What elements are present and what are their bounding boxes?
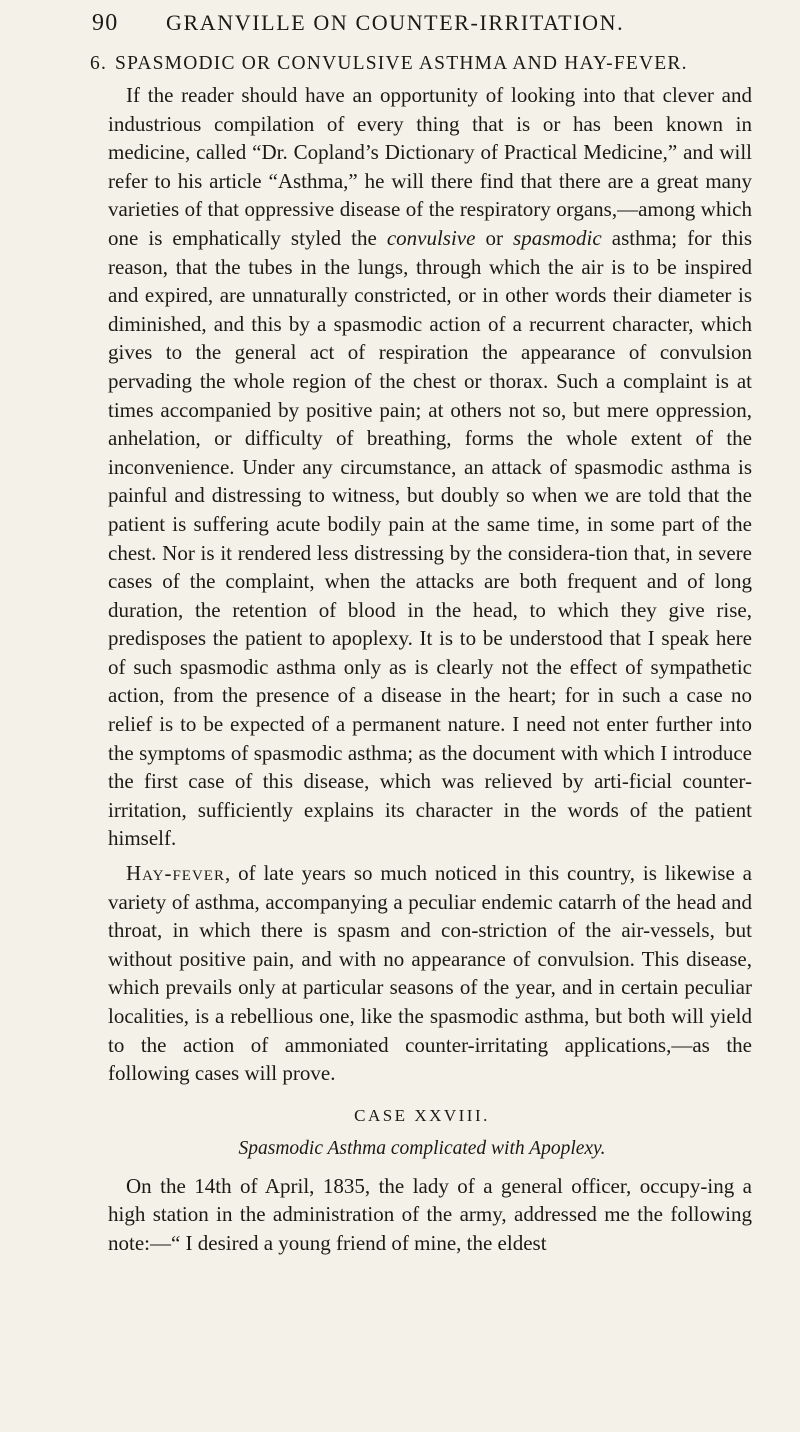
section-heading	[90, 53, 760, 75]
case-paragraph: On the 14th of April, 1835, the lady of a general officer, occupy-ing a high station in the administration of the army, addressed me the following note:—“ I desired a young friend of mine, the eldest	[108, 1173, 752, 1255]
page-number: 90	[92, 10, 119, 36]
paragraph-asthma-text-a: If the reader should have an opportunity of looking into that clever and industrious compilation of every thing that is or has been known in medicine, called “Dr. Copland’s Dictionary of Practical Medicine,” and will refer to his article “Asthma,” he will there find that there are a great many varieties of that oppressive disease of the respiratory organs,—among which one is emphatically styled the	[108, 83, 752, 250]
running-title: GRANVILLE ON COUNTER-IRRITATION.	[166, 10, 625, 35]
section-title: SPASMODIC OR CONVULSIVE ASTHMA AND HAY-FEVER.	[115, 53, 688, 74]
paragraph-asthma-text-b: or	[475, 225, 514, 250]
paragraph-hay-fever	[108, 859, 752, 1088]
case-heading: CASE XXVIII.	[354, 1105, 490, 1125]
paragraph-hay-fever-lead: Hay-fever	[126, 861, 225, 886]
paragraph-asthma-text-c: asthma; for this reason, that the tubes in the lungs, through which the air is to be inspired and expired, are unnaturally constricted, or in other words their diameter is diminished, and this by a spasmodic action of a recurrent character, which gives to the general act of respiration the appearance of convulsion pervading the whole region of the chest or thorax. Such a complaint is at times accompanied by positive pain; at others not so, but mere oppression, anhelation, or difficulty of breathing, forms the whole extent of the inconvenience. Under any circumstance, an attack of spasmodic asthma is painful and distressing to witness, but doubly so when we are told that the patient is suffering acute bodily pain at the same time, in some part of the chest. Nor is it rendered less distressing by the considera-tion that, in severe cases of the complaint, when the attacks are both frequent and of long duration, the retention of blood in the head, to which they give rise, predisposes the patient to apoplexy. It is to be understood that I speak here of such spasmodic asthma only as is clearly not the effect of sympathetic action, from the presence of a disease in the heart; for in such a case no relief is to be expected of a permanent nature. I need not enter further into the symptoms of spasmodic asthma; as the document with which I introduce the first case of this disease, which was relieved by arti-ficial counter-irritation, sufficiently explains its character in the words of the patient himself.	[108, 225, 752, 851]
running-head	[92, 10, 760, 37]
paragraph-asthma	[108, 81, 752, 853]
paragraph-hay-fever-text: , of late years so much noticed in this country, is likewise a variety of asthma, accompanying a peculiar endemic catarrh of the head and throat, in which there is spasm and con-striction of the air-vessels, but without positive pain, and with no appearance of convulsion. This disease, which prevails only at particular seasons of the year, and in certain peculiar localities, is a rebellious one, like the spasmodic asthma, but both will yield to the action of ammoniated counter-irritating applications,—as the following cases will prove.	[108, 861, 752, 1086]
paragraph-asthma-emphasis-spasmodic: spasmodic	[513, 225, 602, 250]
section-number: 6.	[90, 53, 108, 74]
paragraph-asthma-emphasis-convulsive: convulsive	[386, 225, 476, 250]
case-subtitle: Spasmodic Asthma complicated with Apoplexy.	[238, 1137, 606, 1159]
